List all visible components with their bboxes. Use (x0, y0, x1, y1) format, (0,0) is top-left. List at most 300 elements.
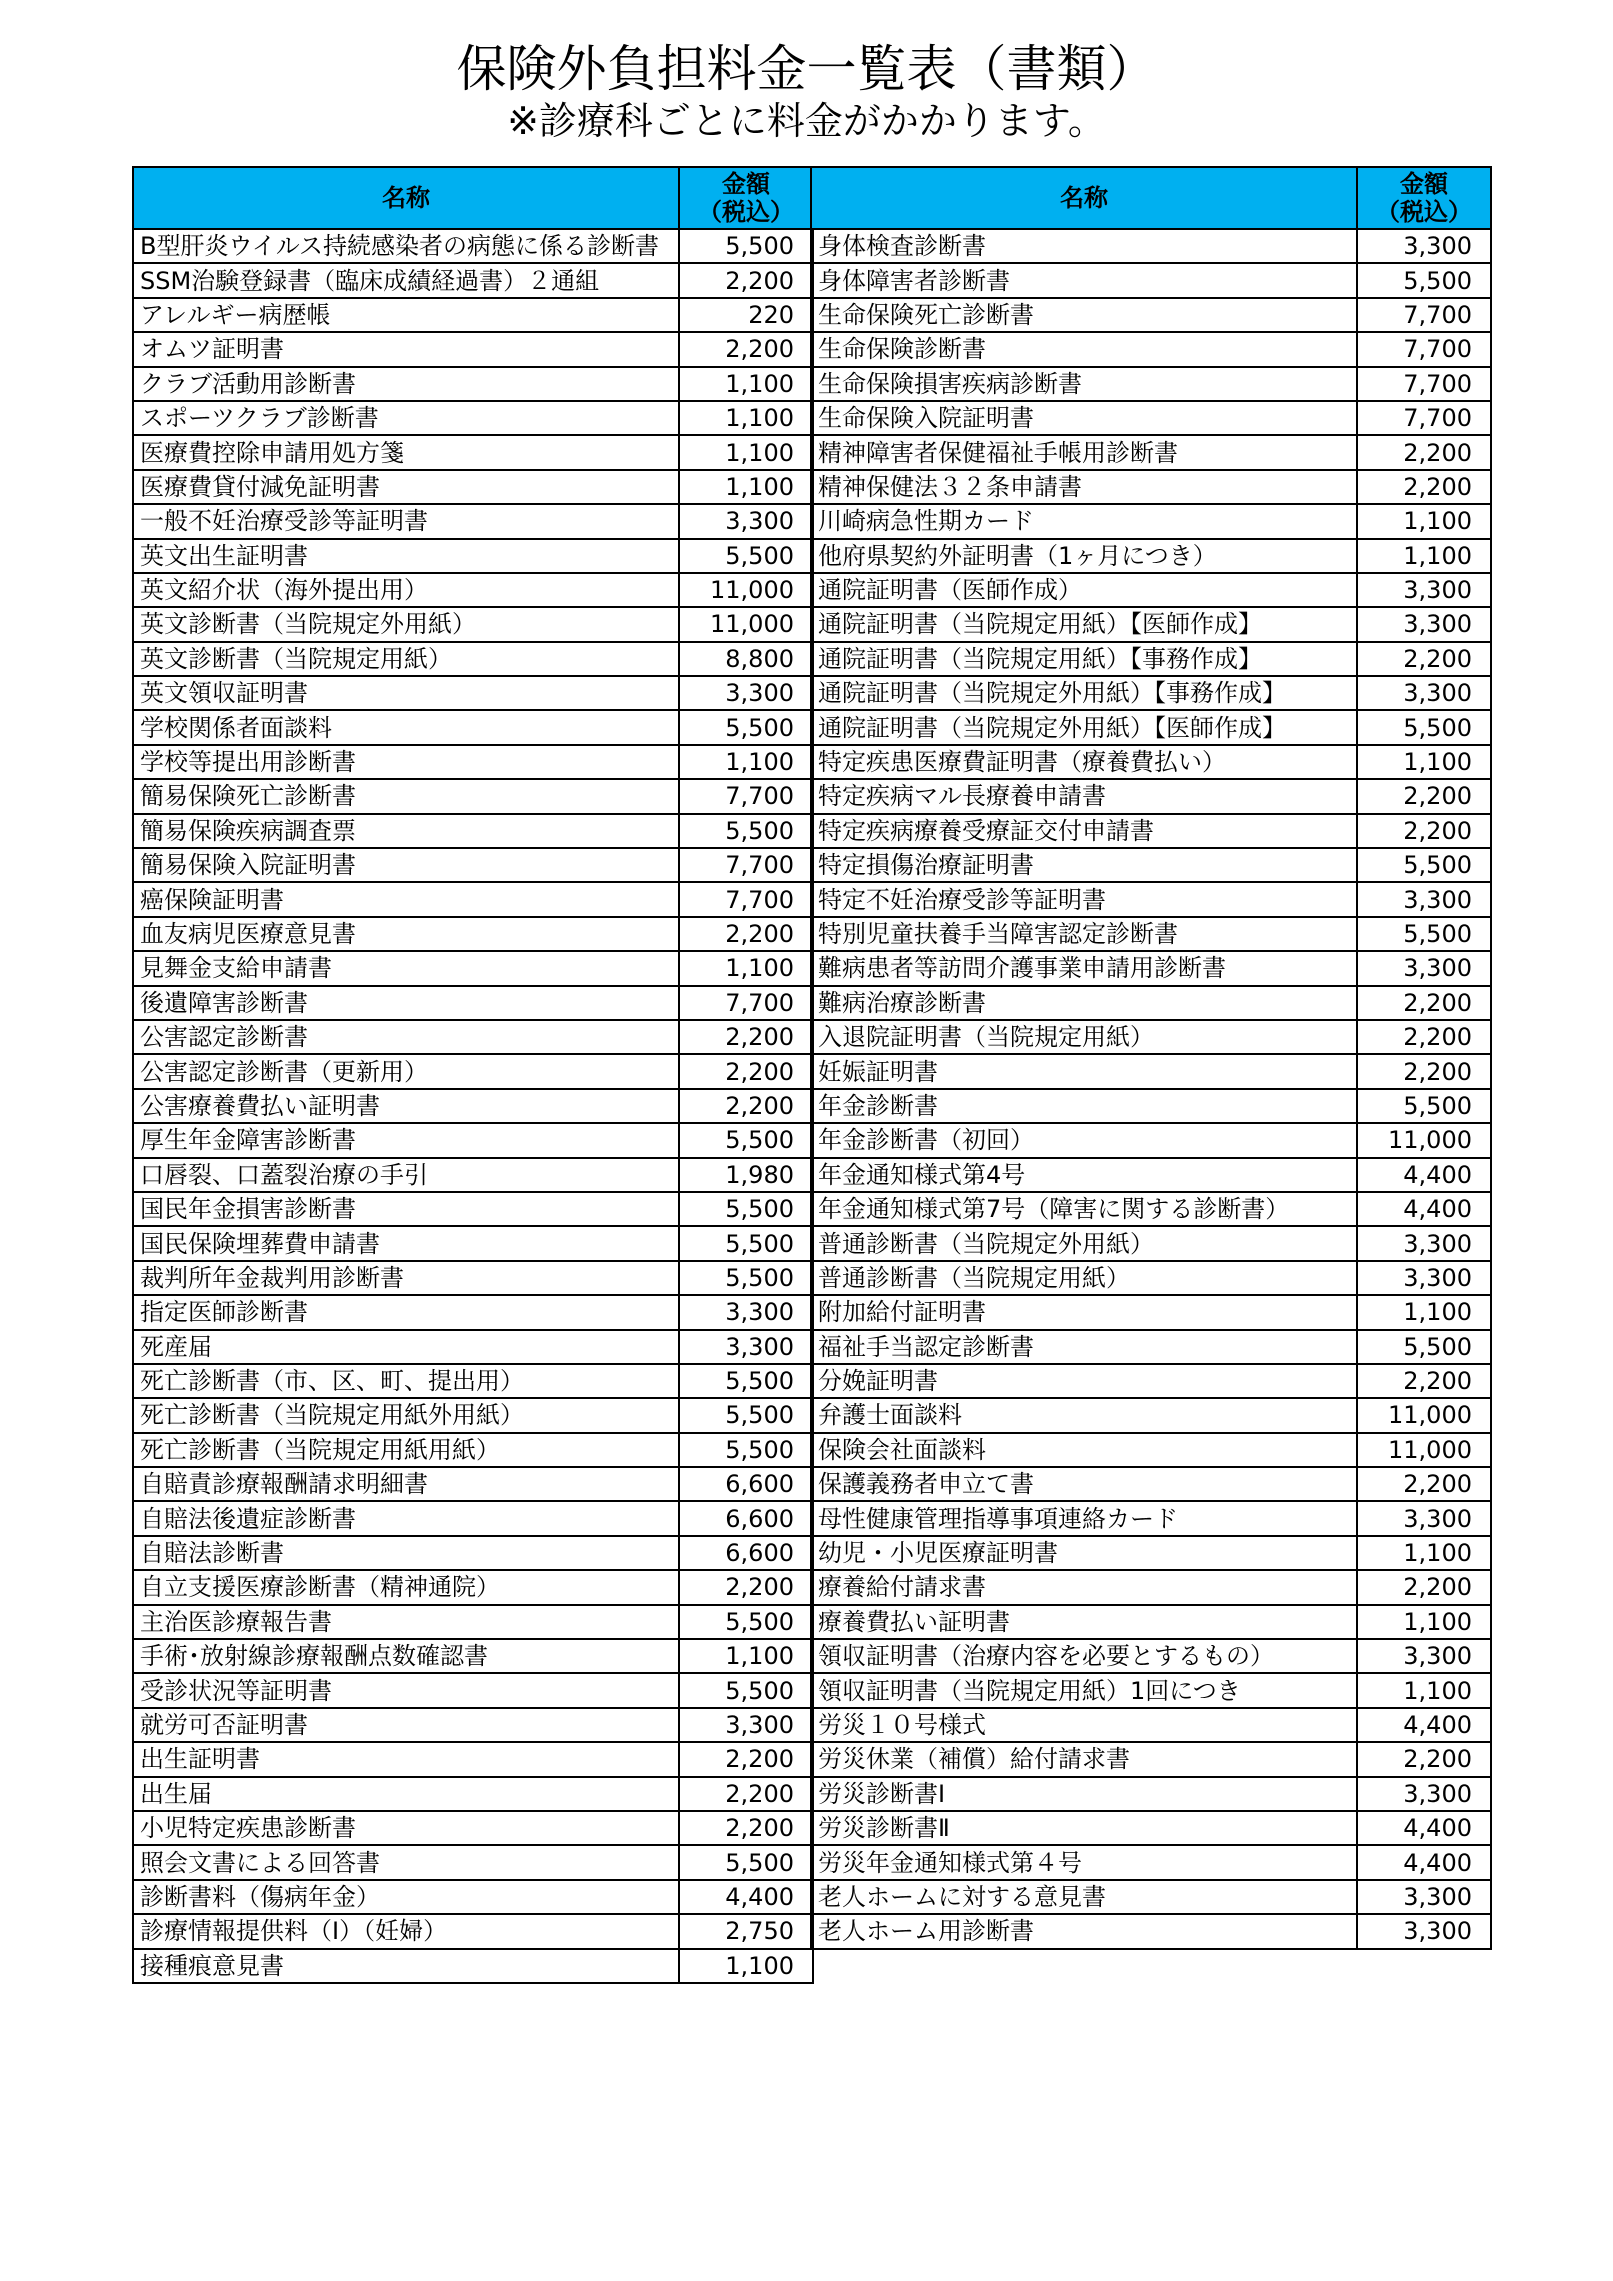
document-name: 公害認定診断書 (133, 1020, 679, 1054)
document-name: 国民保険埋葬費申請書 (133, 1226, 679, 1260)
table-row (811, 745, 1491, 779)
document-name: 身体障害者診断書 (811, 263, 1357, 297)
document-name: クラブ活動用診断書 (133, 367, 679, 401)
document-fee: 3,300 (1357, 1261, 1491, 1295)
document-name: 難病治療診断書 (811, 986, 1357, 1020)
document-name: 裁判所年金裁判用診断書 (133, 1261, 679, 1295)
document-name: 自賠法後遺症診断書 (133, 1501, 679, 1535)
document-name: 小児特定疾患診断書 (133, 1811, 679, 1845)
table-row (811, 1880, 1491, 1914)
table-row (811, 1433, 1491, 1467)
document-name: 出生届 (133, 1777, 679, 1811)
document-fee: 2,200 (1357, 435, 1491, 469)
document-name: アレルギー病歴帳 (133, 298, 679, 332)
table-row (133, 435, 813, 469)
table-row (811, 1845, 1491, 1879)
table-row (811, 642, 1491, 676)
document-name: 生命保険入院証明書 (811, 401, 1357, 435)
table-row (811, 951, 1491, 985)
table-row (133, 1089, 813, 1123)
document-fee: 11,000 (1357, 1123, 1491, 1157)
document-fee: 1,100 (1357, 1605, 1491, 1639)
document-name: 主治医診療報告書 (133, 1605, 679, 1639)
document-name: B型肝炎ウイルス持続感染者の病態に係る診断書 (133, 229, 679, 263)
document-fee: 3,300 (679, 1295, 813, 1329)
table-row (133, 1536, 813, 1570)
document-fee: 5,500 (1357, 710, 1491, 744)
document-fee: 2,200 (679, 1811, 813, 1845)
table-row (811, 1467, 1491, 1501)
table-row (133, 1845, 813, 1879)
document-fee: 3,300 (679, 1708, 813, 1742)
document-name: 死亡診断書（当院規定用紙外用紙） (133, 1398, 679, 1432)
document-fee: 2,200 (679, 263, 813, 297)
table-row (133, 504, 813, 538)
document-name: 特定疾病療養受療証交付申請書 (811, 814, 1357, 848)
table-row (811, 1054, 1491, 1088)
document-fee: 2,200 (1357, 1020, 1491, 1054)
document-fee: 6,600 (679, 1467, 813, 1501)
table-row (133, 1914, 813, 1948)
document-fee: 7,700 (679, 848, 813, 882)
document-fee: 7,700 (679, 882, 813, 916)
document-name: 英文紹介状（海外提出用） (133, 573, 679, 607)
table-row (811, 1158, 1491, 1192)
document-name: スポーツクラブ診断書 (133, 401, 679, 435)
document-fee: 220 (679, 298, 813, 332)
table-row (133, 1949, 813, 1983)
table-row (133, 1467, 813, 1501)
table-row (133, 229, 813, 263)
document-fee: 2,200 (1357, 1570, 1491, 1604)
document-fee: 5,500 (1357, 263, 1491, 297)
table-row (133, 1054, 813, 1088)
table-row (811, 1261, 1491, 1295)
document-name: 受診状況等証明書 (133, 1673, 679, 1707)
document-name: 公害認定診断書（更新用） (133, 1054, 679, 1088)
document-name: 医療費貸付減免証明書 (133, 470, 679, 504)
document-fee: 11,000 (1357, 1433, 1491, 1467)
document-name: 母性健康管理指導事項連絡カード (811, 1501, 1357, 1535)
document-name: 普通診断書（当院規定用紙） (811, 1261, 1357, 1295)
document-name: SSM治験登録書（臨床成績経過書）２通組 (133, 263, 679, 297)
table-row (133, 1192, 813, 1226)
document-name: 指定医師診断書 (133, 1295, 679, 1329)
document-name: 通院証明書（当院規定外用紙）【事務作成】 (811, 676, 1357, 710)
document-name: 死産届 (133, 1330, 679, 1364)
document-name: 精神保健法３２条申請書 (811, 470, 1357, 504)
table-row (133, 951, 813, 985)
document-fee: 2,200 (679, 1742, 813, 1776)
document-name: 幼児・小児医療証明書 (811, 1536, 1357, 1570)
document-fee: 1,100 (1357, 504, 1491, 538)
table-row (811, 1536, 1491, 1570)
table-row (811, 1605, 1491, 1639)
table-row (133, 1673, 813, 1707)
table-row (133, 1398, 813, 1432)
document-fee: 3,300 (1357, 1880, 1491, 1914)
document-fee: 5,500 (679, 1226, 813, 1260)
table-row (133, 917, 813, 951)
column-header-amount-line1: 金額 (722, 170, 770, 198)
document-fee: 5,500 (679, 814, 813, 848)
document-fee: 2,200 (679, 1570, 813, 1604)
document-fee: 4,400 (1357, 1811, 1491, 1845)
table-row (811, 1570, 1491, 1604)
document-name: 自立支援医療診断書（精神通院） (133, 1570, 679, 1604)
document-fee: 1,100 (679, 1949, 813, 1983)
document-fee: 2,200 (1357, 986, 1491, 1020)
table-header-row (133, 167, 813, 229)
table-row (811, 814, 1491, 848)
table-row (811, 1089, 1491, 1123)
table-row (133, 470, 813, 504)
document-fee: 3,300 (1357, 229, 1491, 263)
document-fee: 1,100 (1357, 539, 1491, 573)
document-name: 年金通知様式第4号 (811, 1158, 1357, 1192)
document-fee: 7,700 (1357, 367, 1491, 401)
table-row (811, 367, 1491, 401)
document-fee: 6,600 (679, 1536, 813, 1570)
document-name: 英文領収証明書 (133, 676, 679, 710)
document-name: 年金診断書 (811, 1089, 1357, 1123)
document-name: 生命保険死亡診断書 (811, 298, 1357, 332)
document-fee: 5,500 (1357, 1330, 1491, 1364)
table-row (133, 986, 813, 1020)
document-name: 療養給付請求書 (811, 1570, 1357, 1604)
document-fee: 5,500 (1357, 848, 1491, 882)
document-name: 就労可否証明書 (133, 1708, 679, 1742)
document-fee: 8,800 (679, 642, 813, 676)
table-row (133, 1742, 813, 1776)
table-row (811, 986, 1491, 1020)
table-row (811, 848, 1491, 882)
table-row (133, 779, 813, 813)
document-name: 老人ホームに対する意見書 (811, 1880, 1357, 1914)
document-fee: 2,200 (1357, 470, 1491, 504)
document-fee: 3,300 (1357, 1501, 1491, 1535)
document-name: オムツ証明書 (133, 332, 679, 366)
table-row (133, 1226, 813, 1260)
table-row (811, 710, 1491, 744)
table-row (133, 298, 813, 332)
document-name: 学校等提出用診断書 (133, 745, 679, 779)
table-row (133, 1570, 813, 1604)
document-fee: 1,100 (679, 951, 813, 985)
document-fee: 1,100 (679, 401, 813, 435)
table-row (811, 1226, 1491, 1260)
document-fee: 2,200 (679, 1054, 813, 1088)
document-fee: 3,300 (679, 676, 813, 710)
document-fee: 5,500 (679, 1261, 813, 1295)
table-row (811, 1673, 1491, 1707)
column-header-name: 名称 (811, 167, 1357, 229)
document-fee: 1,100 (1357, 1673, 1491, 1707)
document-name: 通院証明書（当院規定用紙）【事務作成】 (811, 642, 1357, 676)
table-row (811, 1501, 1491, 1535)
table-row (811, 504, 1491, 538)
table-row (133, 745, 813, 779)
document-name: 特定疾病マル長療養申請書 (811, 779, 1357, 813)
table-row (133, 676, 813, 710)
table-row (811, 1708, 1491, 1742)
document-name: 手術･放射線診療報酬点数確認書 (133, 1639, 679, 1673)
document-fee: 2,200 (1357, 1364, 1491, 1398)
table-row (811, 1777, 1491, 1811)
document-fee: 5,500 (1357, 1089, 1491, 1123)
table-row (133, 814, 813, 848)
document-name: 保険会社面談料 (811, 1433, 1357, 1467)
document-name: 普通診断書（当院規定外用紙） (811, 1226, 1357, 1260)
document-fee: 2,200 (679, 917, 813, 951)
table-row (133, 882, 813, 916)
document-name: 簡易保険死亡診断書 (133, 779, 679, 813)
document-name: 川崎病急性期カード (811, 504, 1357, 538)
table-row (133, 1811, 813, 1845)
table-row (811, 882, 1491, 916)
column-header-amount-line2: （税込） (698, 198, 794, 226)
document-name: 見舞金支給申請書 (133, 951, 679, 985)
document-fee: 7,700 (679, 779, 813, 813)
table-row (133, 1880, 813, 1914)
table-row (811, 1020, 1491, 1054)
document-fee: 3,300 (1357, 1777, 1491, 1811)
table-row (133, 1433, 813, 1467)
table-header-row (811, 167, 1491, 229)
document-fee: 6,600 (679, 1501, 813, 1535)
document-name: 分娩証明書 (811, 1364, 1357, 1398)
column-header-amount (1357, 167, 1491, 229)
table-row (811, 607, 1491, 641)
table-row (133, 1639, 813, 1673)
document-name: 身体検査診断書 (811, 229, 1357, 263)
document-name: 特定不妊治療受診等証明書 (811, 882, 1357, 916)
table-row (133, 1020, 813, 1054)
document-fee: 2,200 (1357, 1054, 1491, 1088)
document-fee: 7,700 (679, 986, 813, 1020)
column-header-amount-line2: （税込） (1376, 198, 1472, 226)
table-row (133, 642, 813, 676)
document-name: 死亡診断書（市、区、町、提出用） (133, 1364, 679, 1398)
table-row (133, 1777, 813, 1811)
document-fee: 3,300 (1357, 573, 1491, 607)
document-fee: 4,400 (1357, 1845, 1491, 1879)
document-fee: 3,300 (679, 1330, 813, 1364)
document-fee: 1,100 (1357, 1536, 1491, 1570)
table-row (133, 848, 813, 882)
fee-table-right (810, 166, 1492, 1950)
table-row (811, 263, 1491, 297)
document-fee: 5,500 (1357, 917, 1491, 951)
column-header-amount-line1: 金額 (1400, 170, 1448, 198)
document-name: 特定損傷治療証明書 (811, 848, 1357, 882)
document-name: 医療費控除申請用処方箋 (133, 435, 679, 469)
document-name: 学校関係者面談料 (133, 710, 679, 744)
document-name: 英文診断書（当院規定用紙） (133, 642, 679, 676)
document-name: 出生証明書 (133, 1742, 679, 1776)
table-row (133, 607, 813, 641)
document-fee: 4,400 (1357, 1192, 1491, 1226)
document-name: 一般不妊治療受診等証明書 (133, 504, 679, 538)
table-row (811, 332, 1491, 366)
document-fee: 1,100 (679, 367, 813, 401)
table-row (133, 539, 813, 573)
document-fee: 1,100 (679, 1639, 813, 1673)
document-name: 療養費払い証明書 (811, 1605, 1357, 1639)
document-fee: 5,500 (679, 1192, 813, 1226)
document-name: 自賠法診断書 (133, 1536, 679, 1570)
document-fee: 5,500 (679, 1845, 813, 1879)
document-name: 労災診断書Ⅰ (811, 1777, 1357, 1811)
document-fee: 11,000 (679, 573, 813, 607)
document-name: 公害療養費払い証明書 (133, 1089, 679, 1123)
document-name: 入退院証明書（当院規定用紙） (811, 1020, 1357, 1054)
table-row (811, 1639, 1491, 1673)
document-fee: 2,200 (679, 332, 813, 366)
document-name: 血友病児医療意見書 (133, 917, 679, 951)
table-row (133, 710, 813, 744)
document-fee: 4,400 (1357, 1708, 1491, 1742)
document-name: 国民年金損害診断書 (133, 1192, 679, 1226)
table-row (811, 470, 1491, 504)
table-row (811, 435, 1491, 469)
document-name: 通院証明書（当院規定用紙）【医師作成】 (811, 607, 1357, 641)
document-name: 特別児童扶養手当障害認定診断書 (811, 917, 1357, 951)
document-fee: 2,200 (1357, 1467, 1491, 1501)
document-name: 厚生年金障害診断書 (133, 1123, 679, 1157)
document-fee: 2,200 (1357, 814, 1491, 848)
table-row (133, 367, 813, 401)
document-name: 弁護士面談料 (811, 1398, 1357, 1432)
document-fee: 3,300 (1357, 1639, 1491, 1673)
document-name: 通院証明書（医師作成） (811, 573, 1357, 607)
document-fee: 5,500 (679, 1605, 813, 1639)
document-name: 簡易保険入院証明書 (133, 848, 679, 882)
document-name: 附加給付証明書 (811, 1295, 1357, 1329)
document-name: 生命保険損害疾病診断書 (811, 367, 1357, 401)
table-row (811, 1398, 1491, 1432)
document-name: 後遺障害診断書 (133, 986, 679, 1020)
table-row (133, 1605, 813, 1639)
fee-table-left-body (133, 229, 813, 1983)
document-fee: 11,000 (679, 607, 813, 641)
document-name: 領収証明書（当院規定用紙）1回につき (811, 1673, 1357, 1707)
table-row (133, 332, 813, 366)
document-fee: 5,500 (679, 710, 813, 744)
document-name: 領収証明書（治療内容を必要とするもの） (811, 1639, 1357, 1673)
document-name: 年金通知様式第7号（障害に関する診断書） (811, 1192, 1357, 1226)
table-row (811, 1364, 1491, 1398)
table-row (811, 779, 1491, 813)
document-fee: 5,500 (679, 539, 813, 573)
document-name: 接種痕意見書 (133, 1949, 679, 1983)
table-row (133, 573, 813, 607)
document-fee: 3,300 (1357, 1226, 1491, 1260)
document-name: 診断書料（傷病年金） (133, 1880, 679, 1914)
document-fee: 5,500 (679, 1123, 813, 1157)
page-subtitle: ※診療科ごとに料金がかかります。 (507, 99, 1106, 143)
document-fee: 2,200 (679, 1020, 813, 1054)
document-name: 精神障害者保健福祉手帳用診断書 (811, 435, 1357, 469)
table-row (811, 1914, 1491, 1948)
document-fee: 2,200 (1357, 1742, 1491, 1776)
document-fee: 1,100 (679, 745, 813, 779)
table-row (811, 1330, 1491, 1364)
fee-table-left (132, 166, 814, 1984)
table-row (811, 298, 1491, 332)
document-name: 福祉手当認定診断書 (811, 1330, 1357, 1364)
table-row (133, 1501, 813, 1535)
column-header-amount (679, 167, 813, 229)
document-fee: 1,100 (1357, 1295, 1491, 1329)
column-header-name: 名称 (133, 167, 679, 229)
document-name: 労災診断書Ⅱ (811, 1811, 1357, 1845)
document-name: 簡易保険疾病調査票 (133, 814, 679, 848)
document-fee: 3,300 (1357, 882, 1491, 916)
document-fee: 1,100 (679, 435, 813, 469)
document-name: 自賠責診療報酬請求明細書 (133, 1467, 679, 1501)
table-row (811, 1742, 1491, 1776)
document-fee: 7,700 (1357, 401, 1491, 435)
document-fee: 3,300 (1357, 1914, 1491, 1948)
document-fee: 1,100 (1357, 745, 1491, 779)
document-name: 労災年金通知様式第４号 (811, 1845, 1357, 1879)
table-row (133, 1261, 813, 1295)
document-fee: 3,300 (679, 504, 813, 538)
table-row (811, 1295, 1491, 1329)
table-row (133, 1330, 813, 1364)
document-fee: 5,500 (679, 1398, 813, 1432)
table-row (811, 573, 1491, 607)
document-fee: 1,100 (679, 470, 813, 504)
table-row (133, 1364, 813, 1398)
table-row (133, 1158, 813, 1192)
document-fee: 11,000 (1357, 1398, 1491, 1432)
document-name: 通院証明書（当院規定外用紙）【医師作成】 (811, 710, 1357, 744)
table-row (811, 917, 1491, 951)
document-name: 死亡診断書（当院規定用紙用紙） (133, 1433, 679, 1467)
document-fee: 7,700 (1357, 298, 1491, 332)
table-row (811, 1123, 1491, 1157)
table-row (811, 676, 1491, 710)
document-fee: 5,500 (679, 229, 813, 263)
document-name: 英文診断書（当院規定外用紙） (133, 607, 679, 641)
fee-table-right-body (811, 229, 1491, 1949)
table-row (811, 1811, 1491, 1845)
document-fee: 7,700 (1357, 332, 1491, 366)
document-fee: 5,500 (679, 1364, 813, 1398)
document-name: 保護義務者申立て書 (811, 1467, 1357, 1501)
document-name: 難病患者等訪問介護事業申請用診断書 (811, 951, 1357, 985)
document-name: 他府県契約外証明書（1ヶ月につき） (811, 539, 1357, 573)
table-row (811, 401, 1491, 435)
document-fee: 2,200 (1357, 779, 1491, 813)
document-name: 年金診断書（初回） (811, 1123, 1357, 1157)
table-row (811, 229, 1491, 263)
document-fee: 5,500 (679, 1433, 813, 1467)
document-name: 妊娠証明書 (811, 1054, 1357, 1088)
table-row (133, 263, 813, 297)
document-name: 老人ホーム用診断書 (811, 1914, 1357, 1948)
page-title: 保険外負担料金一覧表（書類） (456, 40, 1157, 98)
document-name: 労災休業（補償）給付請求書 (811, 1742, 1357, 1776)
document-name: 癌保険証明書 (133, 882, 679, 916)
document-fee: 2,200 (1357, 642, 1491, 676)
document-fee: 1,980 (679, 1158, 813, 1192)
document-fee: 2,200 (679, 1777, 813, 1811)
table-row (811, 1192, 1491, 1226)
table-row (133, 401, 813, 435)
